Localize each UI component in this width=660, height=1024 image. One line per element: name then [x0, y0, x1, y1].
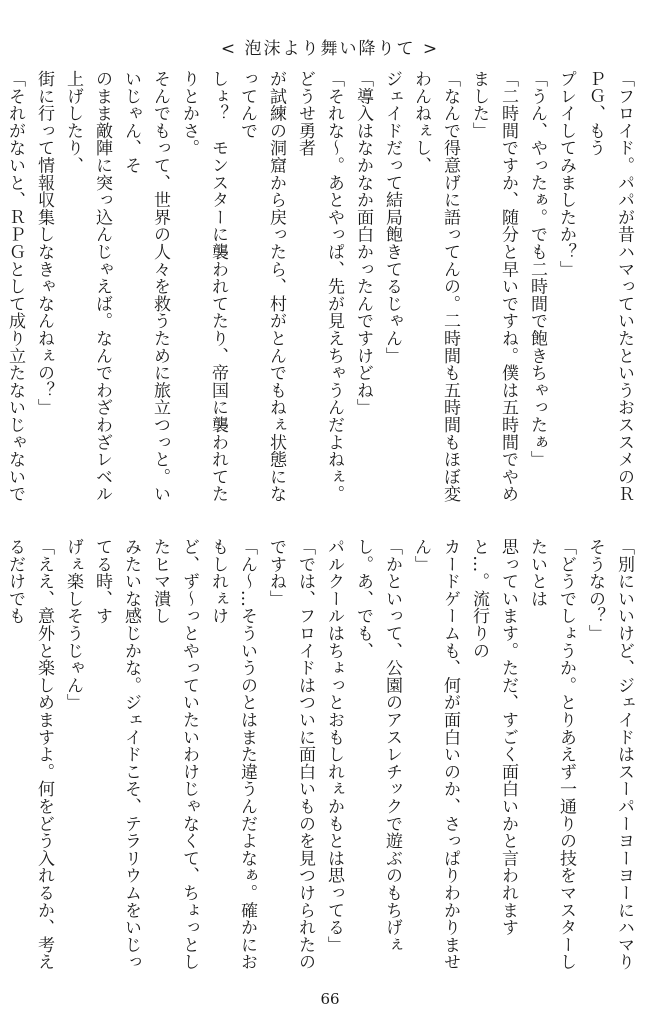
text-line: カードゲームも、何が面白いのか、さっぱりわかりません」 [411, 538, 460, 971]
text-line: みたいな感じかな。ジェイドこそ、テラリウムをいじってる時、す [92, 538, 141, 971]
text-line: 街に行って情報収集しなきゃなんねぇの？」 [34, 70, 54, 416]
page-header: < 泡沫より舞い降りて > [220, 39, 440, 59]
page-number: 66 [320, 990, 340, 1008]
text-line: が試練の洞窟から戻ったら、村がとんでもねぇ状態になってんで [237, 70, 286, 503]
text-line: そんでもって、世界の人々を救うために旅立つっと。いいじゃん、そ [121, 70, 170, 503]
text-line: ジェイドだって結局飽きてるじゃん」 [382, 70, 402, 365]
text-block-top [0, 70, 638, 510]
text-line: 「なんで得意げに語ってんの。二時間も五時間もほぼ変わんねぇし、 [411, 70, 460, 503]
text-line: ど、ず〜っとやっていたいわけじゃなくて、ちょっとしたヒマ潰し [150, 538, 199, 971]
text-block-bottom [0, 538, 638, 978]
text-line: パルクールはちょっとおもしれぇかもとは思ってる」 [324, 538, 344, 954]
text-line: 「それな〜。あとやっぱ、先が見えちゃうんだよねぇ。どうせ勇者 [295, 70, 344, 503]
text-line: 「別にいいけど、ジェイドはスーパーヨーヨーにハマりそうなの？」 [585, 538, 634, 971]
text-line: 「どうでしょうか。とりあえず一通りの技をマスターしたいとは [527, 538, 576, 971]
text-line: プレイしてみましたか？」 [556, 70, 576, 278]
text-line: 「ええ、意外と楽しめますよ。何をどう入れるか、考えるだけでも [5, 538, 54, 971]
text-line: 「では、フロイドはついに面白いものを見つけられたのですね」 [266, 538, 315, 971]
text-line: のまま敵陣に突っ込んじゃえば。なんでわざわざレベル上げしたり、 [63, 70, 112, 503]
text-line: 「フロイド。パパが昔ハマっていたというおススメのＲＰＧ、もう [585, 70, 634, 503]
text-line: 「二時間ですか、随分と早いですね。僕は五時間でやめました」 [469, 70, 518, 503]
text-line: 「ん〜…そういうのとはまた違うんだよなぁ。確かにおもしれぇけ [208, 538, 257, 971]
text-line: しょ？ モンスターに襲われてたり、帝国に襲われてたりとかさ。 [179, 70, 228, 503]
text-line: 「かといって、公園のアスレチックで遊ぶのもちげぇし。あ、でも、 [353, 538, 402, 954]
text-line: 「うん、やったぁ。でも二時間で飽きちゃったぁ」 [527, 70, 547, 468]
text-line: 思っています。ただ、すごく面白いかと言われますと…。流行りの [469, 538, 518, 936]
text-line: 「それがないと、ＲＰＧとして成り立たないじゃないで [5, 70, 25, 503]
text-line: げぇ楽しそうじゃん」 [63, 538, 83, 711]
text-line: 「導入はなかなか面白かったんですけどね」 [353, 70, 373, 416]
